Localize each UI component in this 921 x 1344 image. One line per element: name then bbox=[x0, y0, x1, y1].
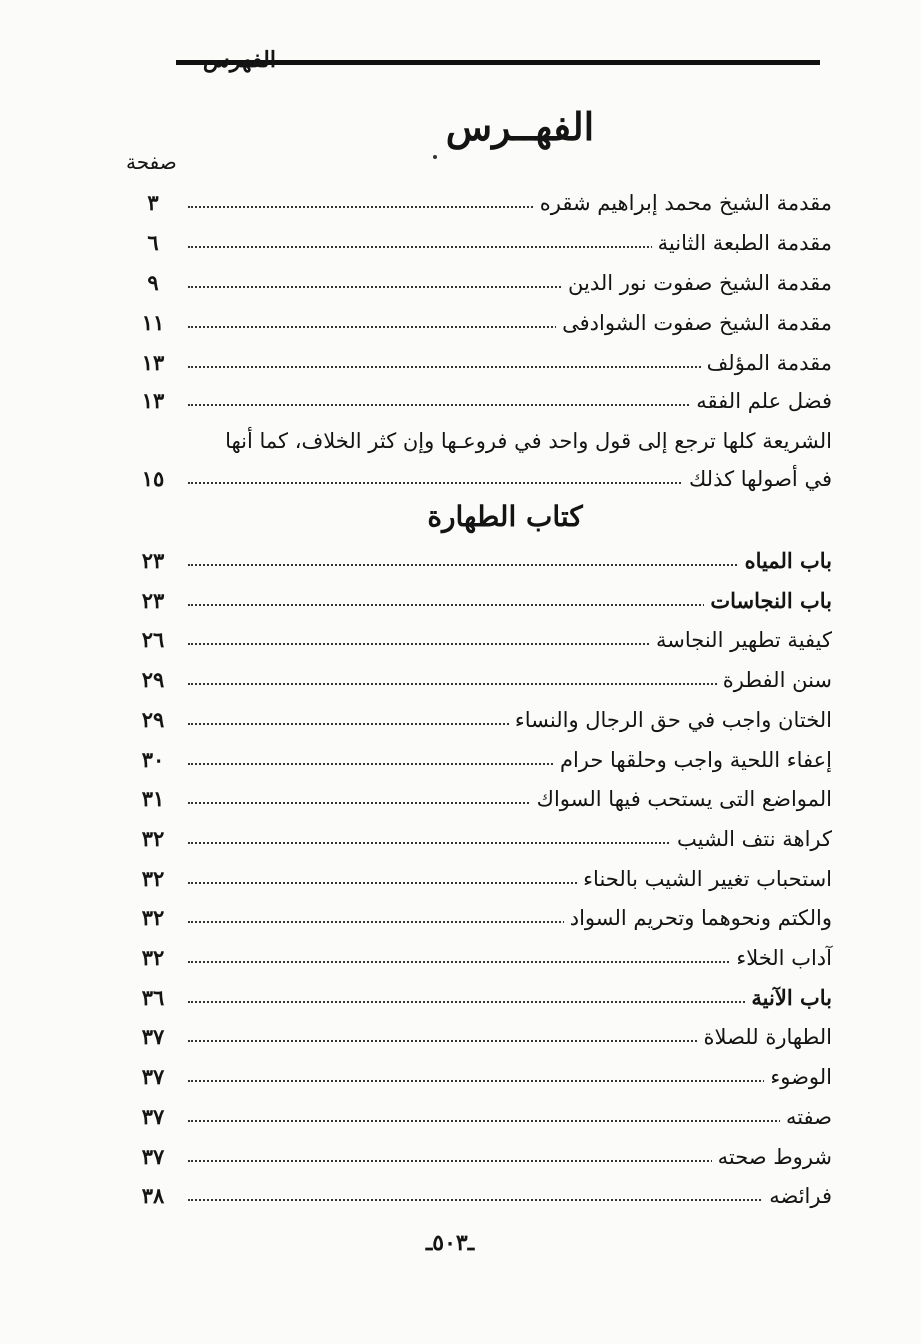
toc-entry-page: ٢٩ bbox=[141, 707, 165, 732]
toc-entry-page: ٣٧ bbox=[141, 1144, 165, 1169]
toc-entry bbox=[130, 703, 832, 739]
toc-entry bbox=[130, 782, 832, 818]
toc-entry-page: ٣ bbox=[147, 190, 159, 215]
toc-entry-page: ١٥ bbox=[141, 466, 165, 491]
toc-entry-page: ٢٩ bbox=[141, 667, 165, 692]
page-number: ـ٥٠٣ـ bbox=[425, 1230, 475, 1256]
toc-entry bbox=[130, 384, 832, 420]
toc-entry-title: مقدمة الشيخ صفوت الشوادفى bbox=[556, 306, 832, 340]
toc-entry bbox=[130, 743, 832, 779]
toc-entry-page: ٣٧ bbox=[141, 1064, 165, 1089]
toc-entry-title: آداب الخلاء bbox=[730, 941, 832, 975]
toc-entry bbox=[130, 941, 832, 977]
toc-entry-title: استحباب تغيير الشيب بالحناء bbox=[577, 862, 832, 896]
toc-entry-page: ٣٧ bbox=[141, 1024, 165, 1049]
toc-entry bbox=[130, 186, 832, 222]
toc-entry-title: فضل علم الفقه bbox=[690, 384, 832, 418]
toc-entry-title: مقدمة الشيخ محمد إبراهيم شقره bbox=[534, 186, 832, 220]
toc-entry-page: ٢٣ bbox=[141, 588, 165, 613]
toc-entry-title: فرائضه bbox=[763, 1179, 832, 1213]
toc-entry-title: إعفاء اللحية واجب وحلقها حرام bbox=[554, 743, 832, 777]
toc-entry-page: ١١ bbox=[141, 310, 165, 335]
toc-entry-page: ٣٠ bbox=[141, 747, 165, 772]
toc-entry-title: مقدمة الشيخ صفوت نور الدين bbox=[562, 266, 832, 300]
dot-leader bbox=[188, 1001, 832, 1003]
page-column-label: صفحة bbox=[126, 150, 177, 174]
toc-entry-title: شروط صحته bbox=[712, 1140, 832, 1174]
toc-entry-title: الوضوء bbox=[764, 1060, 832, 1094]
section-heading: كتاب الطهارة bbox=[427, 500, 583, 533]
toc-entry-page: ١٣ bbox=[141, 388, 165, 413]
toc-entry-title: سنن الفطرة bbox=[717, 663, 832, 697]
toc-entry bbox=[130, 822, 832, 858]
toc-entry-page: ٣٢ bbox=[141, 826, 165, 851]
toc-entry bbox=[130, 1100, 832, 1136]
toc-entry-title: المواضع التى يستحب فيها السواك bbox=[531, 782, 832, 816]
running-header-title: الفهرس bbox=[202, 47, 276, 73]
toc-entry-title: الختان واجب في حق الرجال والنساء bbox=[509, 703, 832, 737]
toc-entry bbox=[130, 901, 832, 937]
toc-entry-title: كيفية تطهير النجاسة bbox=[650, 623, 832, 657]
toc-entry-page: ٩ bbox=[147, 270, 159, 295]
toc-entry-page: ٣٨ bbox=[141, 1183, 165, 1208]
toc-entry bbox=[130, 1179, 832, 1215]
dot-leader bbox=[188, 1199, 832, 1201]
toc-entry-title: باب النجاسات bbox=[704, 584, 832, 618]
toc-entry bbox=[130, 306, 832, 342]
toc-entry-page: ٢٣ bbox=[141, 548, 165, 573]
toc-entry bbox=[130, 623, 832, 659]
dot-leader bbox=[188, 1080, 832, 1082]
toc-entry-page: ٢٦ bbox=[141, 627, 165, 652]
toc-entry-title: باب المياه bbox=[739, 544, 832, 578]
dot-leader bbox=[188, 564, 832, 566]
toc-entry-page: ٣١ bbox=[141, 786, 165, 811]
toc-entry-title: باب الآنية bbox=[745, 981, 832, 1015]
toc-entry-title: مقدمة المؤلف bbox=[701, 346, 832, 380]
toc-entry-page: ٦ bbox=[147, 230, 159, 255]
toc-entry-page: ٣٧ bbox=[141, 1104, 165, 1129]
toc-entry bbox=[130, 981, 832, 1017]
toc-entry-page: ٣٢ bbox=[141, 945, 165, 970]
toc-entry-title: صفته bbox=[780, 1100, 832, 1134]
dot-leader bbox=[188, 1120, 832, 1122]
toc-continuation-line: الشريعة كلها ترجع إلى قول واحد في فروعـها وإن كثر الخلاف، كما أنها bbox=[225, 429, 832, 453]
toc-entry-page: ٣٦ bbox=[141, 985, 165, 1010]
toc-entry bbox=[130, 663, 832, 699]
toc-entry bbox=[130, 1140, 832, 1176]
toc-entry-page: ١٣ bbox=[141, 350, 165, 375]
toc-entry-title: مقدمة الطبعة الثانية bbox=[652, 226, 832, 260]
toc-entry-title: الطهارة للصلاة bbox=[698, 1020, 832, 1054]
toc-entry bbox=[130, 266, 832, 302]
toc-entry-page: ٣٢ bbox=[141, 905, 165, 930]
toc-entry bbox=[130, 226, 832, 262]
toc-entry-title: كراهة نتف الشيب bbox=[671, 822, 832, 856]
page-title: الفهــرس bbox=[445, 104, 595, 149]
toc-entry-title: في أصولها كذلك bbox=[683, 462, 832, 496]
toc-entry bbox=[130, 862, 832, 898]
print-speck bbox=[433, 155, 437, 159]
toc-entry bbox=[130, 1020, 832, 1056]
toc-entry-page: ٣٢ bbox=[141, 866, 165, 891]
toc-entry bbox=[130, 544, 832, 580]
toc-entry bbox=[130, 584, 832, 620]
toc-entry bbox=[130, 1060, 832, 1096]
toc-entry-title: والكتم ونحوهما وتحريم السواد bbox=[564, 901, 832, 935]
toc-entry bbox=[130, 346, 832, 382]
toc-entry bbox=[130, 462, 832, 498]
